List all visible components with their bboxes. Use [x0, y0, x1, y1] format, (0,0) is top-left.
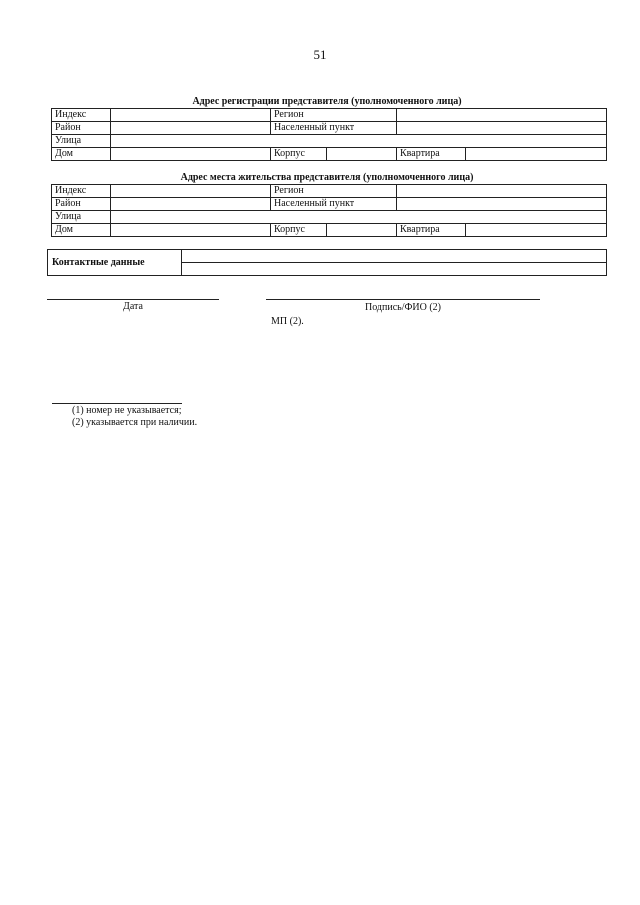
building-field[interactable] — [327, 148, 397, 161]
registration-row-house — [52, 148, 607, 161]
residence-row-index — [52, 185, 607, 198]
house-label: Дом — [52, 148, 111, 161]
locality-field[interactable] — [397, 198, 607, 211]
locality-label: Населенный пункт — [271, 122, 397, 135]
contact-label: Контактные данные — [48, 250, 182, 276]
page-number: 51 — [313, 47, 327, 62]
house-label: Дом — [52, 224, 111, 237]
street-label: Улица — [52, 135, 111, 148]
residence-row-house — [52, 224, 607, 237]
index-field[interactable] — [111, 185, 271, 198]
house-field[interactable] — [111, 148, 271, 161]
registration-row-index — [52, 109, 607, 122]
region-field[interactable] — [397, 185, 607, 198]
footnote-separator — [52, 403, 182, 404]
street-field[interactable] — [111, 211, 607, 224]
apartment-field[interactable] — [466, 224, 607, 237]
residence-address-title: Адрес места жительства представителя (уполномоченного лица) — [180, 172, 474, 183]
district-field[interactable] — [111, 122, 271, 135]
signature-line[interactable] — [266, 299, 540, 300]
region-field[interactable] — [397, 109, 607, 122]
apartment-label: Квартира — [397, 148, 466, 161]
district-label: Район — [52, 122, 111, 135]
building-field[interactable] — [327, 224, 397, 237]
building-label: Корпус — [271, 148, 327, 161]
district-label: Район — [52, 198, 111, 211]
street-field[interactable] — [111, 135, 607, 148]
contact-field-1[interactable] — [182, 250, 607, 263]
footnote-1: (1) номер не указывается; — [72, 405, 182, 416]
registration-row-street — [52, 135, 607, 148]
registration-address-table — [51, 108, 607, 161]
contact-field-2[interactable] — [182, 263, 607, 276]
apartment-field[interactable] — [466, 148, 607, 161]
date-label: Дата — [123, 301, 143, 312]
apartment-label: Квартира — [397, 224, 466, 237]
district-field[interactable] — [111, 198, 271, 211]
residence-row-street — [52, 211, 607, 224]
registration-row-district — [52, 122, 607, 135]
region-label: Регион — [271, 185, 397, 198]
registration-address-title: Адрес регистрации представителя (уполномоченного лица) — [192, 96, 462, 107]
footnote-2: (2) указывается при наличии. — [72, 417, 198, 428]
street-label: Улица — [52, 211, 111, 224]
building-label: Корпус — [271, 224, 327, 237]
index-field[interactable] — [111, 109, 271, 122]
stamp-label: МП (2). — [271, 316, 304, 327]
index-label: Индекс — [52, 109, 111, 122]
signature-label: Подпись/ФИО (2) — [364, 302, 441, 313]
locality-field[interactable] — [397, 122, 607, 135]
region-label: Регион — [271, 109, 397, 122]
date-line[interactable] — [47, 299, 219, 300]
house-field[interactable] — [111, 224, 271, 237]
index-label: Индекс — [52, 185, 111, 198]
locality-label: Населенный пункт — [271, 198, 397, 211]
contact-table — [47, 249, 607, 276]
residence-address-table — [51, 184, 607, 237]
residence-row-district — [52, 198, 607, 211]
